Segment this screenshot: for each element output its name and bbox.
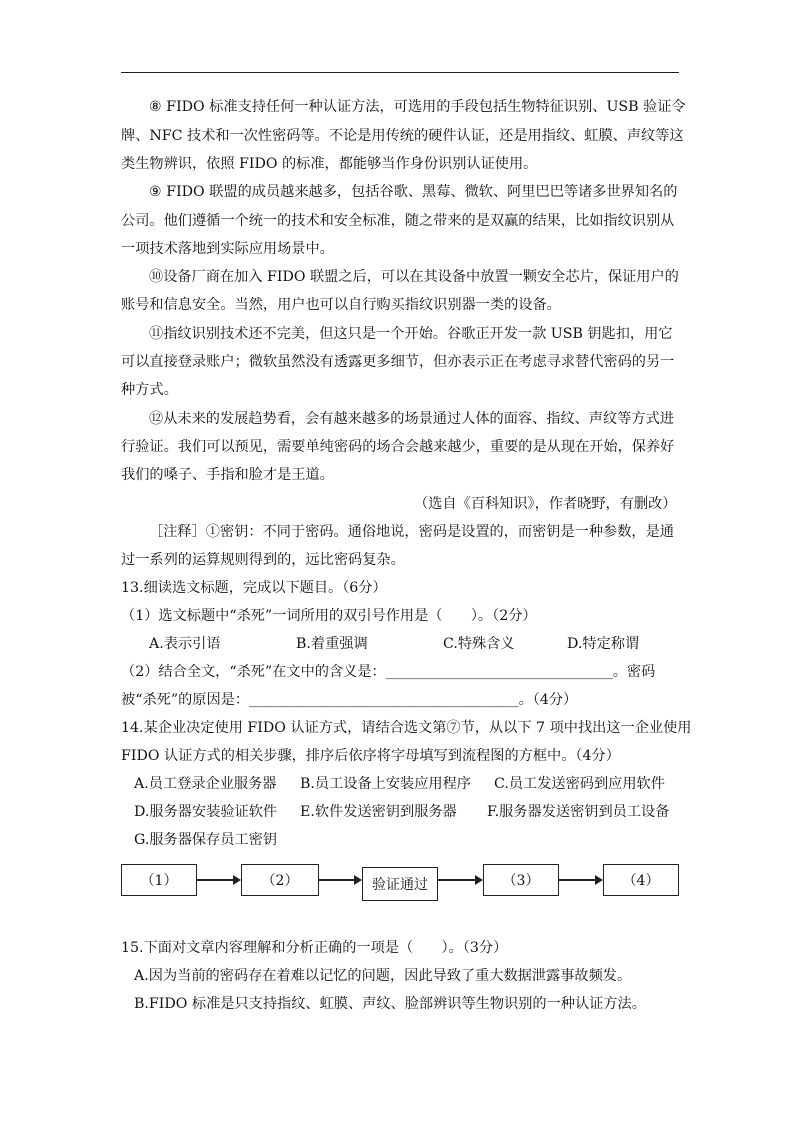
- flow-box-4[interactable]: （4）: [603, 864, 679, 896]
- flow-arrow-1: [197, 879, 239, 881]
- paragraph-10-line-1: ⑩设备厂商在加入 FIDO 联盟之后，可以在其设备中放置一颗安全芯片，保证用户的: [149, 269, 679, 285]
- question-13-option-d: D.特定称谓: [567, 636, 640, 652]
- question-13-title: 13.细读选文标题，完成以下题目。（6分）: [121, 580, 387, 596]
- question-14-option-e: E.软件发送密钥到服务器: [300, 804, 457, 820]
- question-14-option-d: D.服务器安装验证软件: [134, 804, 278, 820]
- question-13-sub-1: （1）选文标题中“杀死”一词所用的双引号作用是（ ）。（2分）: [121, 608, 537, 624]
- question-14-option-a: A.员工登录企业服务器: [134, 776, 277, 792]
- paragraph-9-line-2: 公司。他们遵循一个统一的技术和安全标准，随之带来的是双赢的结果，比如指纹识别从: [121, 213, 675, 229]
- paragraph-8-line-2: 牌、NFC 技术和一次性密码等。不论是用传统的硬件认证，还是用指纹、虹膜、声纹等这: [121, 128, 684, 144]
- annotation-line-2: 过一系列的运算规则得到的，远比密码复杂。: [121, 552, 405, 568]
- question-14-option-c: C.员工发送密码到应用软件: [494, 776, 665, 792]
- paragraph-11-line-2: 可以直接登录账户；微软虽然没有透露更多细节，但亦表示正在考虑寻求替代密码的另一: [121, 354, 675, 370]
- flow-box-1[interactable]: （1）: [121, 864, 197, 896]
- flow-arrow-4: [559, 879, 601, 881]
- flow-arrow-3: [438, 879, 481, 881]
- annotation-line-1: ［注释］①密钥：不同于密码。通俗地说，密码是设置的，而密钥是一种参数，是通: [149, 524, 674, 540]
- paragraph-9-line-3: 一项技术落地到实际应用场景中。: [121, 241, 334, 257]
- source-citation: （选自《百科知识》，作者晓野，有删改）: [414, 496, 677, 512]
- question-14-option-b: B.员工设备上安装应用程序: [300, 776, 471, 792]
- paragraph-8-line-3: 类生物辨识，依照 FIDO 的标准，都能够当作身份识别认证使用。: [121, 156, 538, 172]
- question-13-option-a: A.表示引语: [149, 636, 221, 652]
- question-13-option-c: C.特殊含义: [443, 636, 515, 652]
- flow-arrow-2: [319, 879, 360, 881]
- flow-box-2[interactable]: （2）: [241, 864, 319, 896]
- paragraph-10-line-2: 账号和信息安全。当然，用户也可以自行购买指纹识别器一类的设备。: [121, 297, 561, 313]
- question-13-sub-2-line-1: （2）结合全文，“杀死”在文中的含义是：________________________________。密码: [121, 664, 656, 680]
- question-13-option-b: B.着重强调: [296, 636, 368, 652]
- paragraph-11-line-3: 种方式。: [121, 382, 178, 398]
- paragraph-8-line-1: ⑧ FIDO 标准支持任何一种认证方法，可选用的手段包括生物特征识别、USB 验证令: [149, 99, 686, 115]
- paragraph-12-line-1: ⑫从未来的发展趋势看，会有越来越多的场景通过人体的面容、指纹、声纹等方式进: [149, 411, 674, 427]
- paragraph-9-line-1: ⑨ FIDO 联盟的成员越来越多，包括谷歌、黑莓、微软、阿里巴巴等诸多世界知名的: [149, 184, 678, 200]
- question-15-option-b: B.FIDO 标准是只支持指纹、虹膜、声纹、脸部辨识等生物识别的一种认证方法。: [134, 996, 646, 1012]
- question-14-option-f: F.服务器发送密钥到员工设备: [487, 804, 670, 820]
- question-15-title: 15.下面对文章内容理解和分析正确的一项是（ ）。（3分）: [121, 940, 508, 956]
- paragraph-12-line-2: 行验证。我们可以预见，需要单纯密码的场合会越来越少，重要的是从现在开始，保养好: [121, 439, 675, 455]
- question-15-option-a: A.因为当前的密码存在着难以记忆的问题，因此导致了重大数据泄露事故频发。: [134, 968, 632, 984]
- flow-box-verified: 验证通过: [362, 867, 438, 901]
- question-14-option-g: G.服务器保存员工密钥: [134, 832, 278, 848]
- header-rule: [121, 72, 679, 73]
- question-13-sub-2-line-2: 被“杀死”的原因是：______________________________________。（4分）: [121, 692, 578, 708]
- question-14-line-1: 14.某企业决定使用 FIDO 认证方式，请结合选文第⑦节，从以下 7 项中找出这一企业使用: [121, 720, 692, 736]
- paragraph-11-line-1: ⑪指纹识别技术还不完美，但这只是一个开始。谷歌正开发一款 USB 钥匙扣，用它: [149, 326, 673, 342]
- paragraph-12-line-3: 我们的嗓子、手指和脸才是王道。: [121, 467, 334, 483]
- question-14-line-2: FIDO 认证方式的相关步骤，排序后依序将字母填写到流程图的方框中。（4分）: [121, 748, 620, 764]
- flow-box-3[interactable]: （3）: [483, 864, 559, 896]
